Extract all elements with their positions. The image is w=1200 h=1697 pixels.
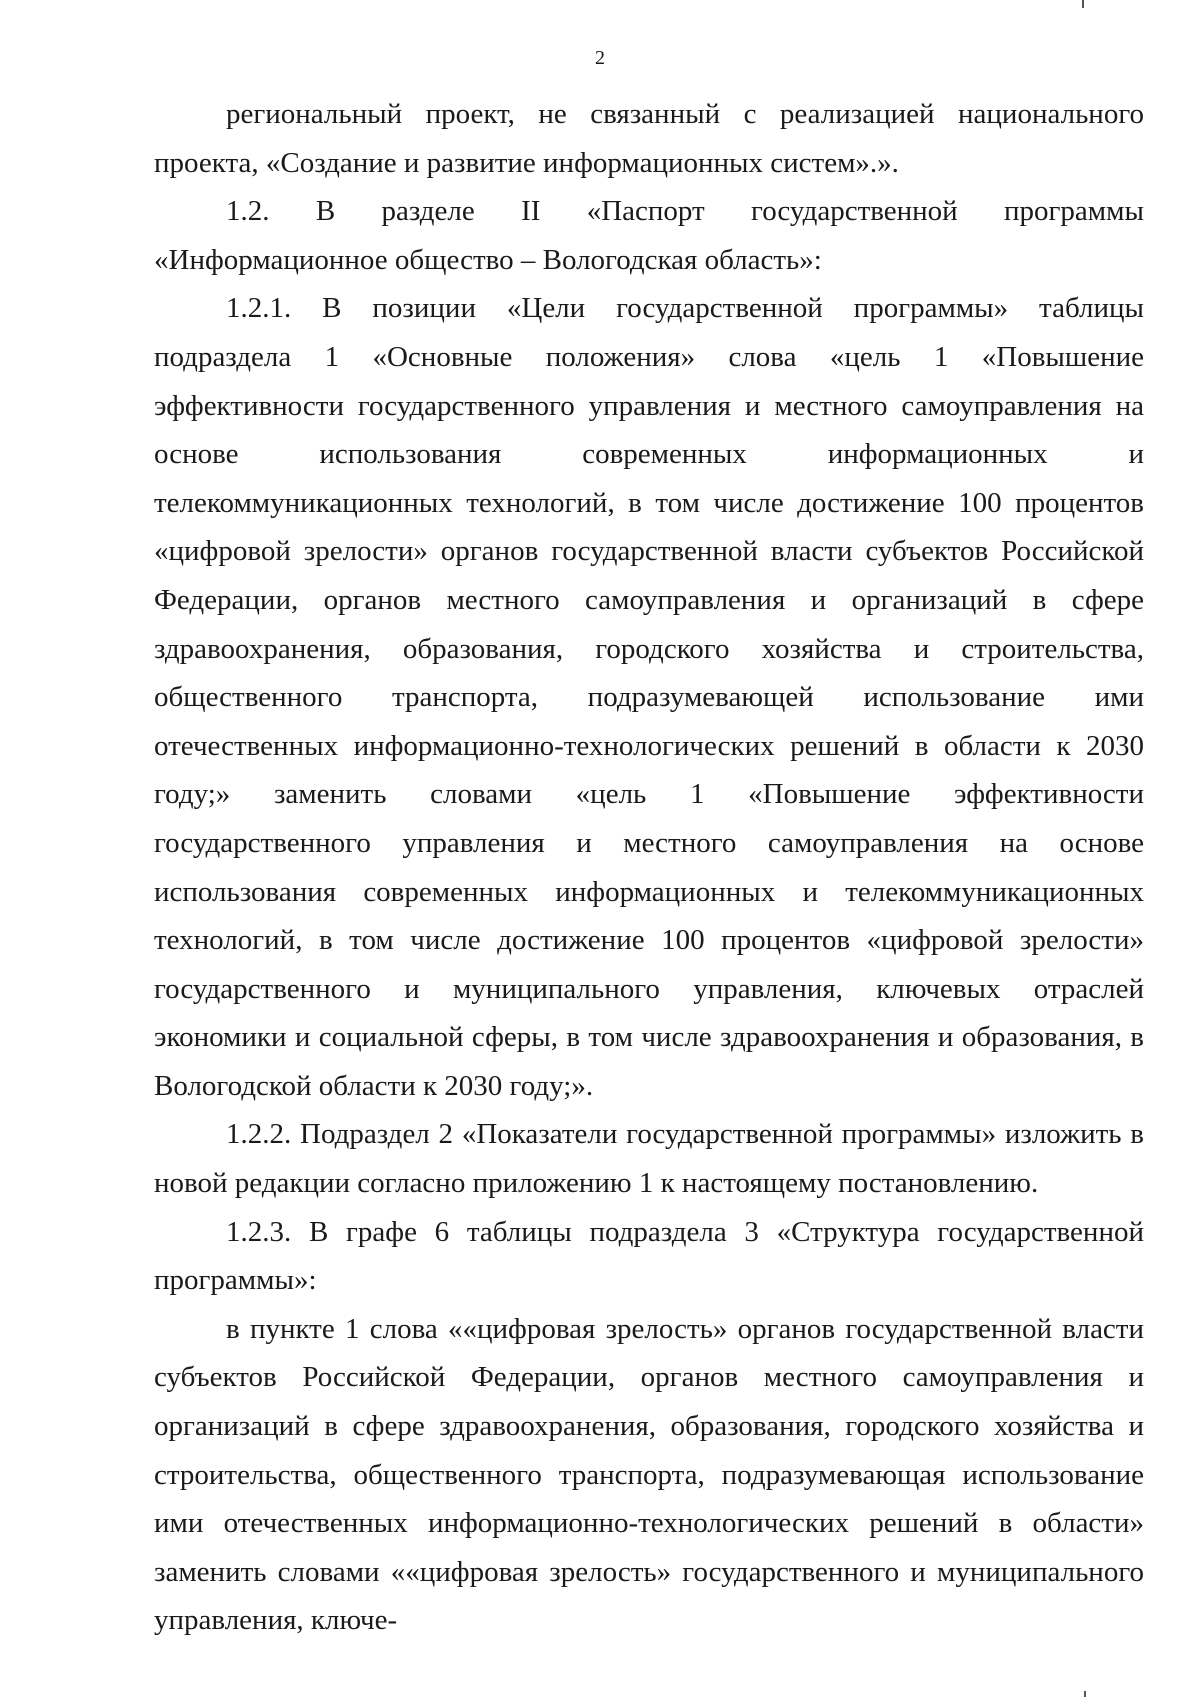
paragraph-1-2-3: 1.2.3. В графе 6 таблицы подраздела 3 «Структура государственной программы»:: [154, 1215, 1144, 1297]
paragraph-continuation: региональный проект, не связанный с реализацией национального проекта, «Создание и развитие информационных систем».».: [154, 98, 1144, 179]
scan-edge-mark: [1082, 0, 1084, 8]
page-number: 2: [595, 47, 605, 69]
scan-edge-mark: [1084, 1691, 1086, 1697]
paragraph-1-2-2: 1.2.2. Подраздел 2 «Показатели государственной программы» изложить в новой редакции согласно приложению 1 к настоящему постановлению.: [154, 1118, 1144, 1200]
document-body: [154, 90, 1144, 1645]
paragraph-1-2: 1.2. В разделе II «Паспорт государственной программы «Информационное общество – Вологодская область»:: [154, 195, 1144, 276]
paragraph-item-1: в пункте 1 слова ««цифровая зрелость» органов государственной власти субъектов Российской Федерации, органов местного самоуправления и организаций в сфере здравоохранения, образования, городского хозяйства и строительства, общественного транспорта, подразумевающая использование ими отечественных информационно-технологических решений в области» заменить словами ««цифровая зрелость» государственного и муниципального управления, ключе-: [154, 1312, 1144, 1637]
paragraph-1-2-1: 1.2.1. В позиции «Цели государственной программы» таблицы подраздела 1 «Основные положения» слова «цель 1 «Повышение эффективности государственного управления и местного самоуправления на основе использования современных информационных и телекоммуникационных технологий, в том числе достижение 100 процентов «цифровой зрелости» органов государственной власти субъектов Российской Федерации, органов местного самоуправления и организаций в сфере здравоохранения, образования, городского хозяйства и строительства, общественного транспорта, подразумевающей использование ими отечественных информационно-технологических решений в области к 2030 году;» заменить словами «цель 1 «Повышение эффективности государственного управления и местного самоуправления на основе использования современных информационных и телекоммуникационных технологий, в том числе достижение 100 процентов «цифровой зрелости» государственного и муниципального управления, ключевых отраслей экономики и социальной сферы, в том числе здравоохранения и образования, в Вологодской области к 2030 году;».: [154, 292, 1144, 1102]
